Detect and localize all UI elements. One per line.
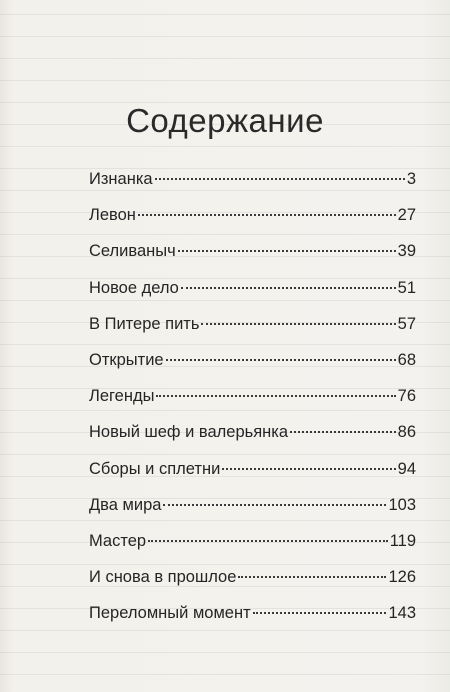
toc-entry-label: Новый шеф и валерьянка <box>89 423 289 442</box>
toc-entry-page: 103 <box>388 495 416 514</box>
toc-entry-label: И снова в прошлое <box>89 568 237 587</box>
toc-entry-label: Открытие <box>89 350 164 369</box>
toc-entry <box>89 568 416 604</box>
toc-entry-label: Левон <box>89 206 136 225</box>
toc-entry <box>89 279 416 315</box>
toc-entry <box>89 242 416 278</box>
dot-leader <box>166 359 396 361</box>
table-of-contents <box>89 170 416 640</box>
dot-leader <box>163 504 386 506</box>
dot-leader <box>156 395 395 397</box>
dot-leader <box>148 540 388 542</box>
toc-entry-page: 94 <box>397 459 416 478</box>
toc-entry-label: Мастер <box>89 531 147 550</box>
toc-entry-label: Переломный момент <box>89 604 251 623</box>
toc-entry <box>89 604 416 640</box>
toc-entry-label: Два мира <box>89 495 162 514</box>
dot-leader <box>138 214 396 216</box>
toc-entry-page: 119 <box>389 531 416 550</box>
toc-entry <box>89 315 416 351</box>
toc-entry-page: 27 <box>397 206 416 225</box>
toc-entry <box>89 387 416 423</box>
toc-entry-page: 76 <box>397 387 416 406</box>
toc-entry-page: 86 <box>397 423 416 442</box>
page-title: Содержание <box>126 102 324 140</box>
dot-leader <box>238 576 386 578</box>
toc-entry <box>89 206 416 242</box>
toc-entry-page: 143 <box>388 604 416 623</box>
toc-entry-page: 51 <box>397 278 416 297</box>
toc-entry <box>89 351 416 387</box>
toc-entry <box>89 170 416 206</box>
toc-entry-page: 3 <box>406 170 416 188</box>
dot-leader <box>178 250 396 252</box>
dot-leader <box>222 468 395 470</box>
dot-leader <box>155 178 405 180</box>
toc-entry <box>89 532 416 568</box>
toc-entry-label: Сборы и сплетни <box>89 459 221 478</box>
toc-entry-label: Новое дело <box>89 278 179 297</box>
toc-entry <box>89 496 416 532</box>
toc-entry <box>89 423 416 459</box>
toc-entry-page: 68 <box>397 350 416 369</box>
toc-entry-label: Легенды <box>89 387 155 406</box>
toc-entry-page: 39 <box>397 242 416 261</box>
dot-leader <box>201 323 395 325</box>
dot-leader <box>253 612 387 614</box>
toc-entry-label: Селиваныч <box>89 242 176 261</box>
dot-leader <box>290 431 396 433</box>
toc-entry-page: 126 <box>388 568 416 587</box>
toc-entry-page: 57 <box>397 314 416 333</box>
toc-entry-label: В Питере пить <box>89 314 200 333</box>
toc-entry <box>89 460 416 496</box>
toc-entry-label: Изнанка <box>89 170 153 188</box>
dot-leader <box>181 287 396 289</box>
